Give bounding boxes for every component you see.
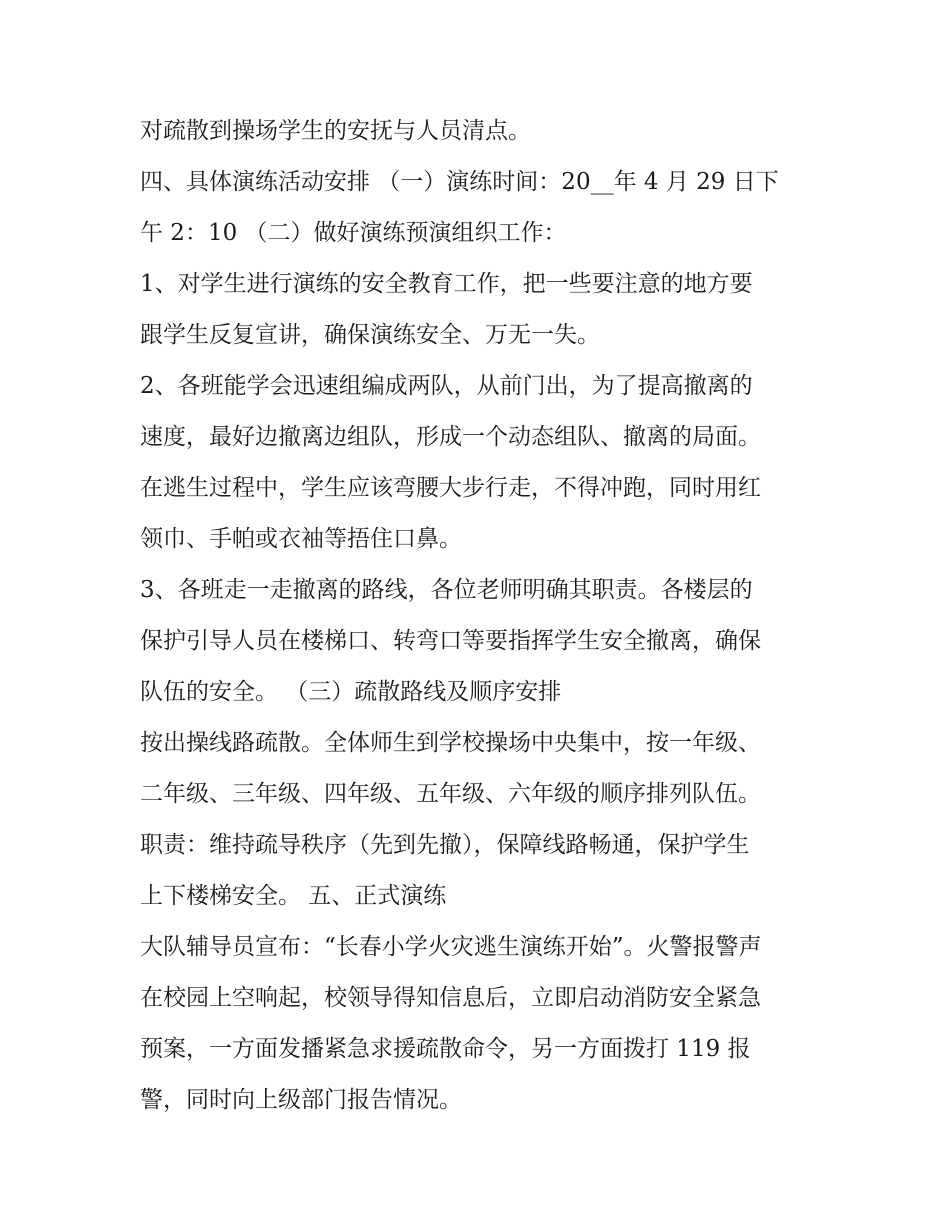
text-line: 二年级、三年级、四年级、五年级、六年级的顺序排列队伍。 xyxy=(140,781,761,807)
text-line: 午 2：10 （二）做好演练预演组织工作： xyxy=(140,220,567,246)
text-line: 对疏散到操场学生的安抚与人员清点。 xyxy=(140,118,531,144)
text-line: 队伍的安全。 （三）疏散路线及顺序安排 xyxy=(140,679,562,705)
text-line: 职责：维持疏导秩序（先到先撤），保障线路畅通，保护学生 xyxy=(140,832,750,858)
text-line: 在校园上空响起，校领导得知信息后，立即启动消防安全紧急 xyxy=(140,985,761,1011)
text-line: 保护引导人员在楼梯口、转弯口等要指挥学生安全撤离，确保 xyxy=(140,628,761,654)
text-line: 速度，最好边撤离边组队，形成一个动态组队、撤离的局面。 xyxy=(140,424,761,450)
text-line: 领巾、手帕或衣袖等捂住口鼻。 xyxy=(140,526,462,552)
text-line: 预案，一方面发播紧急求援疏散命令，另一方面拨打 119 报 xyxy=(140,1036,751,1062)
text-line: 跟学生反复宣讲，确保演练安全、万无一失。 xyxy=(140,322,600,348)
text-line: 3、各班走一走撤离的路线，各位老师明确其职责。各楼层的 xyxy=(140,577,753,603)
text-line: 在逃生过程中，学生应该弯腰大步行走，不得冲跑，同时用红 xyxy=(140,475,761,501)
text-line: 上下楼梯安全。 五、正式演练 xyxy=(140,883,447,909)
text-line: 警，同时向上级部门报告情况。 xyxy=(140,1087,462,1113)
text-line: 四、具体演练活动安排 （一）演练时间：20__年 4 月 29 日下 xyxy=(140,169,779,195)
text-line: 大队辅导员宣布：“长春小学火灾逃生演练开始”。火警报警声 xyxy=(140,934,762,960)
text-line: 2、各班能学会迅速组编成两队，从前门出，为了提高撤离的 xyxy=(140,373,753,399)
text-line: 按出操线路疏散。全体师生到学校操场中央集中，按一年级、 xyxy=(140,730,761,756)
document-body xyxy=(140,106,830,1126)
text-line: 1、对学生进行演练的安全教育工作，把一些要注意的地方要 xyxy=(140,271,753,297)
